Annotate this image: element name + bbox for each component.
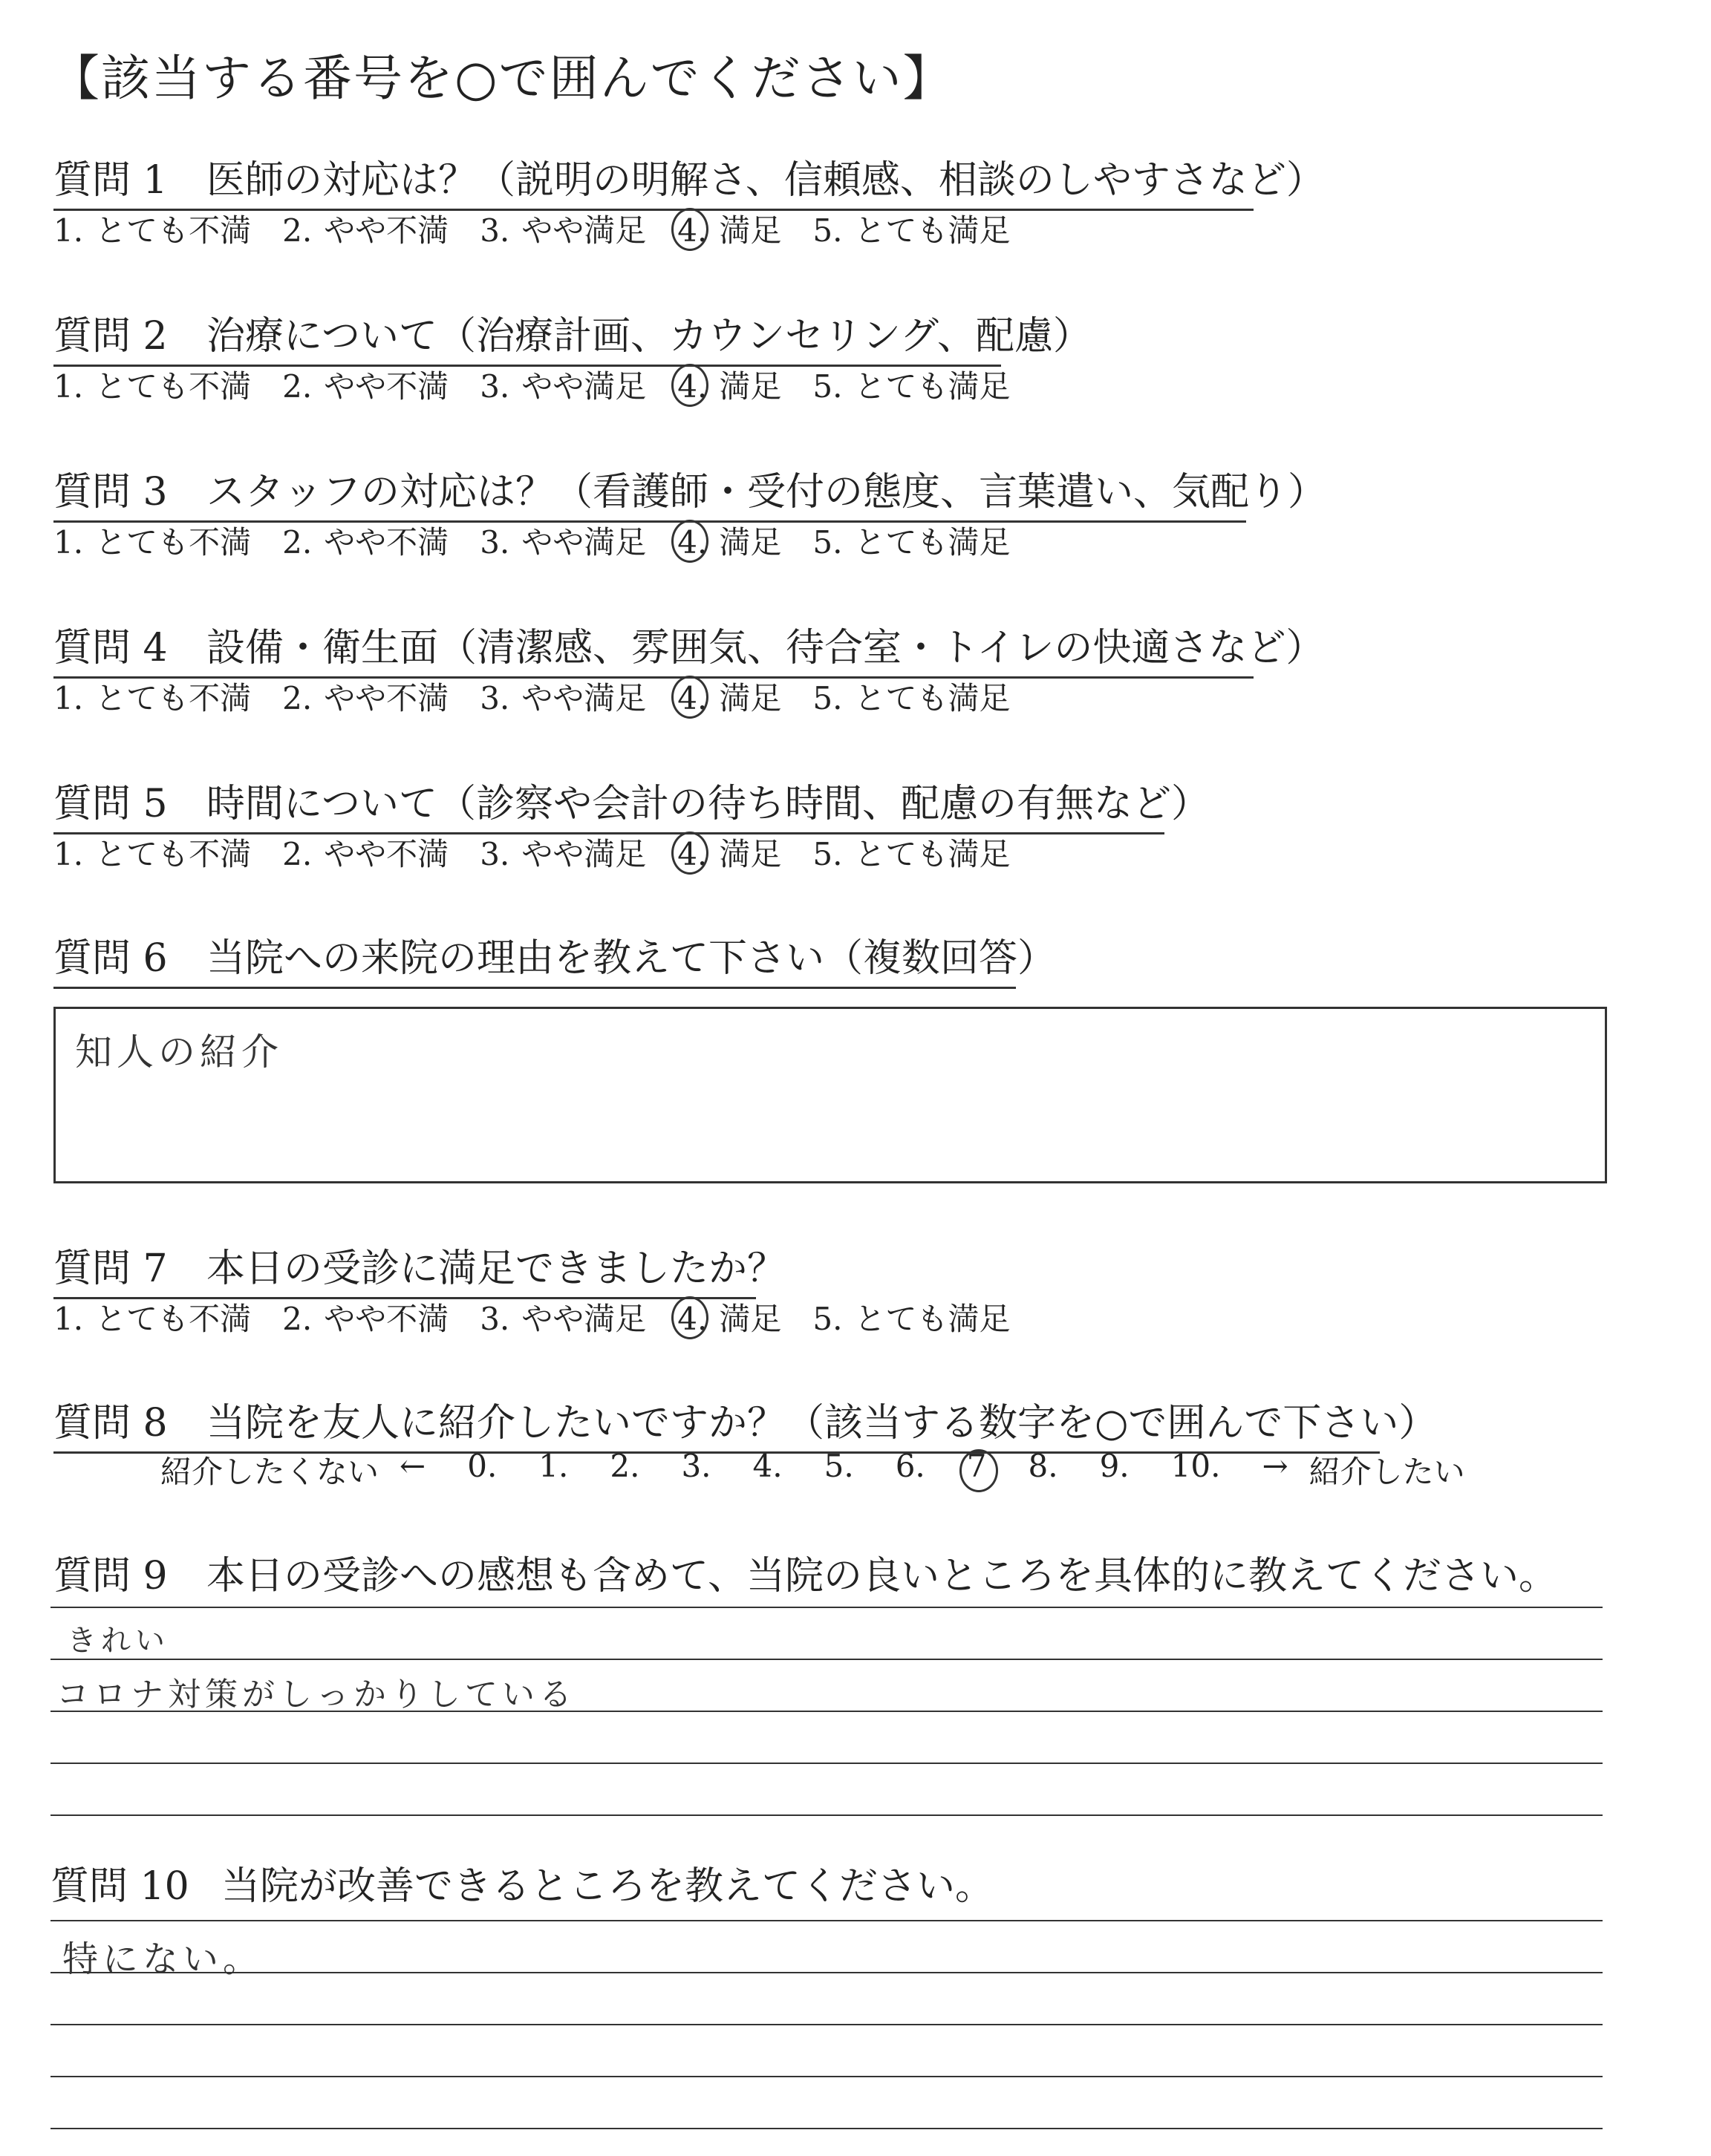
option-2[interactable] bbox=[282, 830, 449, 875]
option-number: 1. bbox=[53, 1301, 84, 1337]
question-4-options bbox=[53, 674, 1041, 719]
option-label: やや不満 bbox=[324, 368, 449, 405]
option-label: やや満足 bbox=[521, 368, 647, 405]
question-1-options bbox=[53, 206, 1041, 251]
scale-value-1[interactable]: 1. bbox=[538, 1448, 569, 1484]
option-number: 1. bbox=[53, 212, 84, 249]
option-number: 3. bbox=[480, 1301, 510, 1337]
option-label: とても満足 bbox=[854, 680, 1011, 716]
option-number: 3. bbox=[480, 368, 510, 405]
option-label: やや不満 bbox=[324, 1301, 449, 1337]
question-label: 質問 4 bbox=[53, 626, 168, 670]
option-5[interactable] bbox=[812, 362, 1010, 407]
question-9-answer-1: きれい bbox=[67, 1624, 169, 1658]
option-number: 4. bbox=[677, 1301, 708, 1337]
option-5[interactable] bbox=[812, 830, 1010, 875]
option-number: 4. bbox=[677, 680, 708, 716]
answer-line bbox=[50, 1659, 1603, 1660]
question-7-options bbox=[53, 1295, 1041, 1339]
question-4-title bbox=[53, 616, 1325, 679]
question-3-title bbox=[53, 460, 1327, 523]
option-label: やや不満 bbox=[324, 524, 449, 561]
option-number: 2. bbox=[282, 680, 313, 716]
answer-line bbox=[50, 1920, 1603, 1921]
question-5-options bbox=[53, 830, 1041, 875]
option-number: 5. bbox=[812, 1301, 843, 1337]
option-2[interactable] bbox=[282, 362, 449, 407]
option-number: 4. bbox=[677, 524, 708, 561]
question-label: 質問 2 bbox=[53, 314, 168, 359]
answer-line bbox=[50, 1814, 1603, 1816]
option-label: とても不満 bbox=[95, 1301, 252, 1337]
option-2[interactable] bbox=[282, 1295, 449, 1339]
question-text: 当院を友人に紹介したいですか？（該当する数字を○で囲んで下さい） bbox=[206, 1401, 1438, 1446]
question-label: 質問 8 bbox=[53, 1401, 168, 1446]
option-label: とても不満 bbox=[95, 836, 252, 872]
option-number: 5. bbox=[812, 524, 843, 561]
option-4-selected[interactable] bbox=[677, 518, 781, 563]
option-label: やや不満 bbox=[324, 680, 449, 716]
option-label: とても満足 bbox=[854, 1301, 1011, 1337]
question-text: 治療について（治療計画、カウンセリング、配慮） bbox=[206, 314, 1092, 359]
option-3[interactable] bbox=[480, 206, 646, 251]
option-label: とても満足 bbox=[854, 368, 1011, 405]
question-10-answer-1: 特にない。 bbox=[62, 1938, 264, 1980]
question-8-title bbox=[53, 1391, 1438, 1454]
answer-line bbox=[50, 1607, 1603, 1608]
option-5[interactable] bbox=[812, 1295, 1010, 1339]
option-number: 3. bbox=[480, 524, 510, 561]
question-label: 質問 3 bbox=[53, 470, 168, 514]
scale-value-7-selected[interactable]: 7 bbox=[967, 1448, 987, 1492]
answer-line bbox=[50, 1972, 1603, 1973]
answer-line bbox=[50, 2024, 1603, 2025]
option-number: 3. bbox=[480, 212, 510, 249]
option-5[interactable] bbox=[812, 206, 1010, 251]
question-text: 医師の対応は？（説明の明解さ、信頼感、相談のしやすさなど） bbox=[206, 158, 1325, 203]
question-label: 質問 1 bbox=[53, 158, 168, 203]
option-number: 3. bbox=[480, 836, 510, 872]
option-3[interactable] bbox=[480, 362, 646, 407]
question-text: 本日の受診に満足できましたか？ bbox=[206, 1247, 786, 1291]
option-1[interactable] bbox=[53, 362, 251, 407]
option-2[interactable] bbox=[282, 674, 449, 719]
option-label: やや満足 bbox=[521, 212, 647, 249]
option-label: やや満足 bbox=[521, 680, 647, 716]
option-number: 4. bbox=[677, 368, 708, 405]
option-5[interactable] bbox=[812, 518, 1010, 563]
option-number: 5. bbox=[812, 836, 843, 872]
option-5[interactable] bbox=[812, 674, 1010, 719]
question-6-answer-box[interactable] bbox=[53, 1007, 1607, 1183]
option-label: やや満足 bbox=[521, 1301, 647, 1337]
option-3[interactable] bbox=[480, 1295, 646, 1339]
question-text: 時間について（診察や会計の待ち時間、配慮の有無など） bbox=[206, 782, 1210, 826]
option-label: 満足 bbox=[719, 680, 782, 716]
option-label: とても満足 bbox=[854, 524, 1011, 561]
option-1[interactable] bbox=[53, 830, 251, 875]
question-text: スタッフの対応は？（看護師・受付の態度、言葉遣い、気配り） bbox=[206, 470, 1327, 514]
scale-value-6[interactable]: 6. bbox=[895, 1448, 925, 1484]
scale-left-label: 紹介したくない bbox=[160, 1454, 379, 1490]
option-3[interactable] bbox=[480, 518, 646, 563]
option-label: とても不満 bbox=[95, 368, 252, 405]
scale-right-arrow: → bbox=[1262, 1448, 1288, 1484]
scale-value-3[interactable]: 3. bbox=[681, 1448, 711, 1484]
question-3-options bbox=[53, 518, 1041, 563]
option-4-selected[interactable] bbox=[677, 206, 781, 251]
question-10-title bbox=[50, 1855, 994, 1910]
question-2-options bbox=[53, 362, 1041, 407]
question-1-title bbox=[53, 148, 1325, 211]
option-1[interactable] bbox=[53, 674, 251, 719]
option-4-selected[interactable] bbox=[677, 674, 781, 719]
scale-value-0[interactable]: 0. bbox=[467, 1448, 498, 1484]
question-label: 質問 5 bbox=[53, 782, 168, 826]
option-label: やや満足 bbox=[521, 524, 647, 561]
question-text: 当院への来院の理由を教えて下さい（複数回答） bbox=[206, 936, 1057, 981]
option-number: 4. bbox=[677, 212, 708, 249]
option-label: 満足 bbox=[719, 836, 782, 872]
option-number: 1. bbox=[53, 524, 84, 561]
option-number: 2. bbox=[282, 368, 313, 405]
question-9-title bbox=[53, 1544, 1557, 1600]
option-number: 5. bbox=[812, 212, 843, 249]
question-text: 設備・衛生面（清潔感、雰囲気、待合室・トイレの快適さなど） bbox=[206, 626, 1325, 670]
option-number: 2. bbox=[282, 836, 313, 872]
scale-value-4[interactable]: 4. bbox=[752, 1448, 783, 1484]
option-2[interactable] bbox=[282, 518, 449, 563]
scale-value-8[interactable]: 8. bbox=[1028, 1448, 1058, 1484]
question-6-answer: 知人の紹介 bbox=[75, 1030, 283, 1074]
option-number: 5. bbox=[812, 680, 843, 716]
scale-value-10[interactable]: 10. bbox=[1170, 1448, 1221, 1484]
option-label: とても満足 bbox=[854, 836, 1011, 872]
option-4-selected[interactable] bbox=[677, 830, 781, 875]
option-3[interactable] bbox=[480, 674, 646, 719]
question-text: 当院が改善できるところを教えてください。 bbox=[221, 1864, 994, 1909]
option-label: とても不満 bbox=[95, 680, 252, 716]
option-number: 2. bbox=[282, 212, 313, 249]
question-label: 質問 9 bbox=[53, 1554, 168, 1598]
scale-right-label: 紹介したい bbox=[1308, 1454, 1465, 1490]
page-title: 【該当する番号を○で囲んでください】 bbox=[50, 50, 954, 107]
option-number: 2. bbox=[282, 524, 313, 561]
answer-line bbox=[50, 2076, 1603, 2077]
answer-line bbox=[50, 1763, 1603, 1764]
question-6-title bbox=[53, 927, 1057, 989]
option-1[interactable] bbox=[53, 1295, 251, 1339]
option-label: とても不満 bbox=[95, 524, 252, 561]
question-text: 本日の受診への感想も含めて、当院の良いところを具体的に教えてください。 bbox=[206, 1554, 1557, 1598]
question-label: 質問 6 bbox=[53, 936, 168, 981]
option-4-selected[interactable] bbox=[677, 1295, 781, 1339]
option-number: 1. bbox=[53, 680, 84, 716]
option-1[interactable] bbox=[53, 206, 251, 251]
option-2[interactable] bbox=[282, 206, 449, 251]
question-5-title bbox=[53, 772, 1210, 834]
option-label: 満足 bbox=[719, 212, 782, 249]
question-2-title bbox=[53, 304, 1092, 367]
option-3[interactable] bbox=[480, 830, 646, 875]
option-label: 満足 bbox=[719, 1301, 782, 1337]
option-number: 1. bbox=[53, 836, 84, 872]
question-9-answer-2: コロナ対策がしっかりしている bbox=[56, 1676, 576, 1714]
option-number: 4. bbox=[677, 836, 708, 872]
scale-value-5[interactable]: 5. bbox=[824, 1448, 854, 1484]
option-number: 2. bbox=[282, 1301, 313, 1337]
scale-value-2[interactable]: 2. bbox=[610, 1448, 640, 1484]
question-label: 質問 7 bbox=[53, 1247, 168, 1291]
question-8-scale bbox=[160, 1448, 1465, 1492]
scale-value-9[interactable]: 9. bbox=[1099, 1448, 1130, 1484]
option-label: やや満足 bbox=[521, 836, 647, 872]
option-label: とても不満 bbox=[95, 212, 252, 249]
scale-left-arrow: ← bbox=[400, 1448, 426, 1484]
option-label: やや不満 bbox=[324, 212, 449, 249]
option-number: 1. bbox=[53, 368, 84, 405]
option-label: 満足 bbox=[719, 368, 782, 405]
option-label: とても満足 bbox=[854, 212, 1011, 249]
option-1[interactable] bbox=[53, 518, 251, 563]
option-number: 3. bbox=[480, 680, 510, 716]
option-4-selected[interactable] bbox=[677, 362, 781, 407]
option-label: やや不満 bbox=[324, 836, 449, 872]
answer-line bbox=[50, 2128, 1603, 2129]
option-number: 5. bbox=[812, 368, 843, 405]
question-label: 質問 10 bbox=[50, 1864, 189, 1909]
question-7-title bbox=[53, 1237, 786, 1299]
option-label: 満足 bbox=[719, 524, 782, 561]
